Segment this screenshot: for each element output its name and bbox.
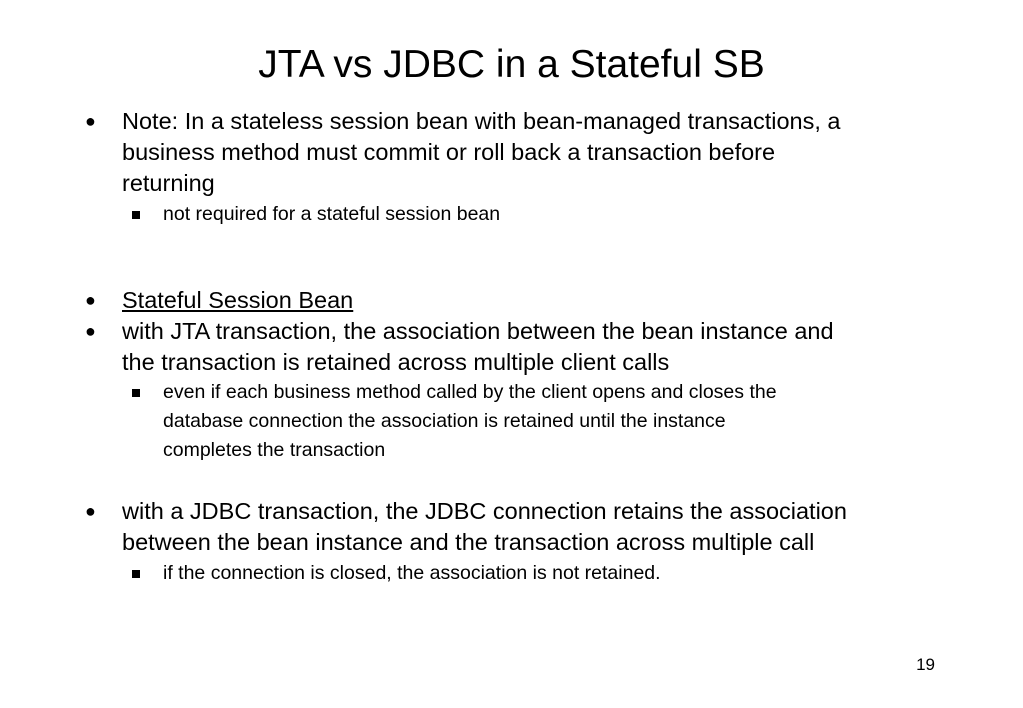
bullet-dot-icon: ● bbox=[85, 290, 96, 310]
sub-point-text-line: if the connection is closed, the association is not retained. bbox=[163, 562, 661, 584]
bullet-point bbox=[85, 106, 965, 199]
bullet-point bbox=[85, 285, 965, 316]
sub-point-text bbox=[163, 200, 923, 229]
sub-point bbox=[132, 378, 932, 465]
sub-point bbox=[132, 559, 932, 588]
bullet-text-line[interactable]: Stateful Session Bean bbox=[122, 287, 354, 313]
bullet-text-line: the transaction is retained across multiple client calls bbox=[122, 349, 670, 375]
bullet-dot-icon: ● bbox=[85, 501, 96, 521]
sub-point bbox=[132, 200, 932, 229]
bullet-text-line: business method must commit or roll back a transaction before bbox=[122, 139, 776, 165]
square-bullet-icon bbox=[132, 211, 140, 219]
bullet-point bbox=[85, 316, 965, 378]
bullet-text bbox=[122, 316, 952, 378]
page-number: 19 bbox=[916, 655, 935, 674]
sub-point-text-line: completes the transaction bbox=[163, 439, 386, 461]
bullet-text bbox=[122, 106, 952, 199]
slide-title: JTA vs JDBC in a Stateful SB bbox=[258, 43, 765, 86]
bullet-text-line: with JTA transaction, the association between the bean instance and bbox=[122, 318, 834, 344]
stateful-session-bean-link[interactable] bbox=[122, 285, 952, 316]
bullet-point bbox=[85, 496, 965, 558]
bullet-text-line: Note: In a stateless session bean with bean-managed transactions, a bbox=[122, 108, 841, 134]
bullet-text-line: between the bean instance and the transaction across multiple call bbox=[122, 529, 815, 555]
sub-point-text-line: database connection the association is retained until the instance bbox=[163, 410, 726, 432]
bullet-dot-icon: ● bbox=[85, 111, 96, 131]
square-bullet-icon bbox=[132, 389, 140, 397]
square-bullet-icon bbox=[132, 570, 140, 578]
bullet-dot-icon: ● bbox=[85, 321, 96, 341]
sub-point-text-line: even if each business method called by the client opens and closes the bbox=[163, 381, 777, 403]
sub-point-text bbox=[163, 559, 923, 588]
sub-point-text bbox=[163, 378, 923, 465]
sub-point-text-line: not required for a stateful session bean bbox=[163, 203, 501, 225]
bullet-text-line: with a JDBC transaction, the JDBC connection retains the association bbox=[122, 498, 847, 524]
bullet-text bbox=[122, 496, 952, 558]
bullet-text-line: returning bbox=[122, 170, 215, 196]
